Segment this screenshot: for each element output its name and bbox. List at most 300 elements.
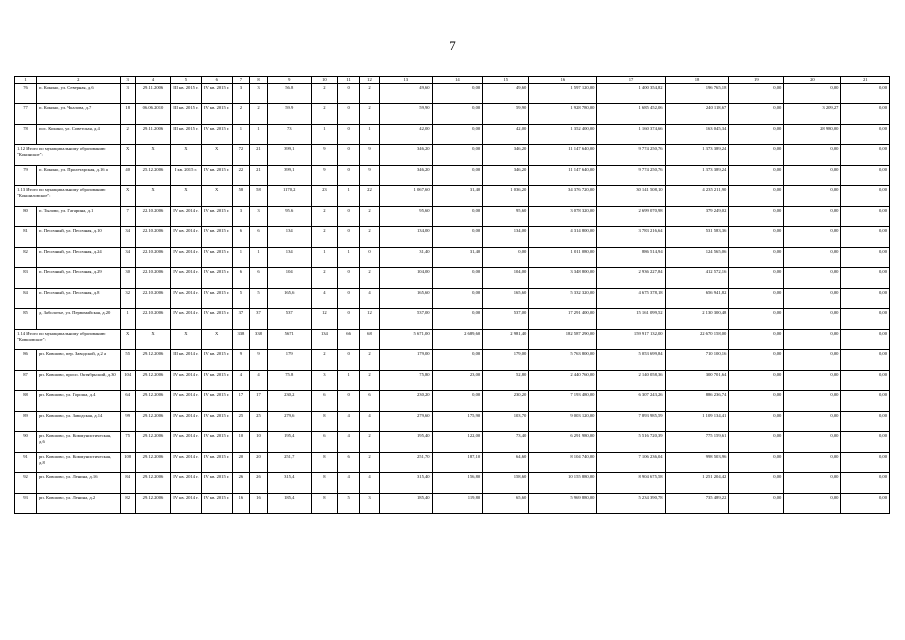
value-cell: 15 161 099,52 — [597, 309, 665, 330]
address-cell: п. Кокино, ул. Северная, д.6 — [36, 83, 120, 104]
value-cell: 17 — [250, 391, 268, 412]
value-cell: 0,00 — [784, 350, 841, 371]
value-cell: 10 — [250, 432, 268, 453]
value-cell: 775 159,61 — [665, 432, 729, 453]
value-cell: 6 — [250, 227, 268, 248]
value-cell: 710 100,16 — [665, 350, 729, 371]
address-cell: п. Песочный, ул. Песочная, д.8 — [36, 288, 120, 309]
value-cell: IV кв. 2015 г. — [201, 104, 232, 125]
value-cell: 163 045,34 — [665, 124, 729, 145]
table-row — [15, 288, 890, 309]
value-cell: 52,80 — [483, 370, 529, 391]
value-cell: 0,00 — [729, 473, 784, 494]
value-cell: 9 — [311, 145, 337, 166]
value-cell: IV кв. 2014 г. — [171, 206, 202, 227]
value-cell: 1 — [120, 309, 135, 330]
value-cell: 1 — [232, 124, 250, 145]
value-cell: 12 — [360, 309, 380, 330]
column-number-cell: 8 — [250, 77, 268, 84]
value-cell: 0 — [338, 145, 360, 166]
value-cell: 2 — [360, 104, 380, 125]
value-cell: 537,00 — [379, 309, 432, 330]
value-cell: 0,00 — [784, 473, 841, 494]
value-cell: IV кв. 2015 г. — [201, 124, 232, 145]
value-cell: 1 373 389,24 — [665, 165, 729, 186]
value-cell: 4 — [360, 473, 380, 494]
value-cell: 32 — [120, 288, 135, 309]
value-cell: 8 — [311, 493, 337, 514]
value-cell: IV кв. 2015 г. — [201, 350, 232, 371]
value-cell: 29.11.2006 — [135, 124, 170, 145]
value-cell: 0,00 — [729, 206, 784, 227]
value-cell: 5 969 880,00 — [529, 493, 597, 514]
value-cell: 3 — [232, 83, 250, 104]
value-cell: 29.12.2006 — [135, 452, 170, 473]
value-cell: 0,00 — [729, 145, 784, 166]
value-cell: 4 235 211,90 — [665, 186, 729, 207]
value-cell: 73,40 — [483, 432, 529, 453]
value-cell: 4 — [311, 288, 337, 309]
value-cell: 1 — [360, 124, 380, 145]
value-cell: 25.12.2006 — [135, 165, 170, 186]
table-row — [15, 350, 890, 371]
value-cell: 346,20 — [483, 145, 529, 166]
row-number-cell: 90 — [15, 432, 37, 453]
value-cell: 0,00 — [729, 411, 784, 432]
value-cell: IV кв. 2015 г. — [201, 83, 232, 104]
value-cell: IV кв. 2015 г. — [201, 391, 232, 412]
value-cell: 0,00 — [841, 206, 890, 227]
value-cell: 31,40 — [432, 247, 483, 268]
value-cell: 25 — [232, 411, 250, 432]
value-cell: 2 — [360, 370, 380, 391]
value-cell: 0,00 — [729, 432, 784, 453]
value-cell: 0,00 — [432, 206, 483, 227]
value-cell: 886 236,74 — [665, 391, 729, 412]
value-cell: 22.10.2006 — [135, 206, 170, 227]
value-cell: 0,00 — [784, 411, 841, 432]
value-cell: 17 291 400,00 — [529, 309, 597, 330]
value-cell: 5 053 699,84 — [597, 350, 665, 371]
value-cell: 29.12.2006 — [135, 493, 170, 514]
value-cell: 240 118,67 — [665, 104, 729, 125]
value-cell: 6 — [311, 391, 337, 412]
value-cell: 1170,2 — [267, 186, 311, 207]
row-number-cell: 80 — [15, 206, 37, 227]
value-cell: 5 — [232, 288, 250, 309]
value-cell: 196 765,18 — [665, 83, 729, 104]
value-cell: 0 — [338, 350, 360, 371]
value-cell: IV кв. 2014 г. — [171, 391, 202, 412]
value-cell: 0,00 — [729, 227, 784, 248]
value-cell: 103,70 — [483, 411, 529, 432]
value-cell: 0,00 — [729, 186, 784, 207]
value-cell: 0,00 — [784, 206, 841, 227]
value-cell: IV кв. 2014 г. — [171, 493, 202, 514]
value-cell: 3 — [311, 370, 337, 391]
value-cell: 58 — [232, 186, 250, 207]
value-cell: 6 — [250, 268, 268, 289]
value-cell: 10 — [232, 432, 250, 453]
value-cell: 1 — [338, 186, 360, 207]
value-cell: IV кв. 2014 г. — [171, 309, 202, 330]
row-number-cell: 78 — [15, 124, 37, 145]
value-cell: 22.10.2006 — [135, 268, 170, 289]
value-cell: 25 — [250, 411, 268, 432]
value-cell: 37 — [232, 309, 250, 330]
value-cell: 4 314 800,00 — [529, 227, 597, 248]
page-number: 7 — [449, 38, 456, 53]
value-cell: 28 980,00 — [784, 124, 841, 145]
value-cell: 0,00 — [729, 165, 784, 186]
value-cell: 104,00 — [379, 268, 432, 289]
value-cell: 0,00 — [784, 370, 841, 391]
value-cell: 5671 — [267, 329, 311, 350]
column-number-cell: 20 — [784, 77, 841, 84]
value-cell: 279,60 — [379, 411, 432, 432]
value-cell: 195,4 — [267, 432, 311, 453]
value-cell: 11 147 640,00 — [529, 165, 597, 186]
value-cell: 0,00 — [784, 391, 841, 412]
value-cell: 7 106 236,04 — [597, 452, 665, 473]
value-cell: 9 — [250, 350, 268, 371]
value-cell: 0,00 — [729, 288, 784, 309]
value-cell: 11 147 640,00 — [529, 145, 597, 166]
value-cell: 64 — [120, 391, 135, 412]
value-cell: 134,00 — [483, 227, 529, 248]
value-cell: IV кв. 2015 г. — [201, 165, 232, 186]
value-cell: 6 — [311, 432, 337, 453]
value-cell: 0 — [338, 206, 360, 227]
value-cell: 9 003 120,00 — [529, 411, 597, 432]
value-cell: X — [171, 329, 202, 350]
value-cell: IV кв. 2015 г. — [201, 432, 232, 453]
value-cell: 8 — [311, 452, 337, 473]
table-row — [15, 411, 890, 432]
value-cell: 1 — [250, 247, 268, 268]
value-cell: 75.8 — [267, 370, 311, 391]
table-row — [15, 452, 890, 473]
value-cell: 1 251 204,42 — [665, 473, 729, 494]
value-cell: 5 234 390,78 — [597, 493, 665, 514]
value-cell: 346,20 — [379, 165, 432, 186]
value-cell: 0,00 — [432, 145, 483, 166]
value-cell: 17 — [232, 391, 250, 412]
value-cell: X — [120, 145, 135, 166]
value-cell: 9 — [360, 165, 380, 186]
value-cell: 49,60 — [379, 83, 432, 104]
value-cell: X — [135, 145, 170, 166]
value-cell: IV кв. 2014 г. — [171, 370, 202, 391]
value-cell: 40 — [120, 165, 135, 186]
value-cell: 156,80 — [432, 473, 483, 494]
address-cell: п. Кокино, ул. Пролетарская, д.16 а — [36, 165, 120, 186]
value-cell: 73 — [267, 124, 311, 145]
value-cell: 99 — [120, 411, 135, 432]
value-cell: 2 — [311, 206, 337, 227]
value-cell: 0,00 — [841, 329, 890, 350]
value-cell: IV кв. 2014 г. — [171, 247, 202, 268]
value-cell: 0 — [338, 227, 360, 248]
value-cell: 2 981,40 — [483, 329, 529, 350]
value-cell: X — [201, 329, 232, 350]
table-row — [15, 473, 890, 494]
value-cell: 537,00 — [483, 309, 529, 330]
column-number-cell: 4 — [135, 77, 170, 84]
value-cell: IV кв. 2015 г. — [201, 473, 232, 494]
column-number-cell: 18 — [665, 77, 729, 84]
value-cell: 0,00 — [432, 124, 483, 145]
table-row — [15, 206, 890, 227]
value-cell: 22.10.2006 — [135, 288, 170, 309]
value-cell: 0,00 — [841, 124, 890, 145]
value-cell: X — [135, 329, 170, 350]
value-cell: 0,00 — [784, 493, 841, 514]
value-cell: 0,00 — [784, 145, 841, 166]
table-total-row — [15, 186, 890, 207]
value-cell: 2 — [360, 227, 380, 248]
value-cell: 58 — [250, 186, 268, 207]
value-cell: 0,00 — [784, 186, 841, 207]
value-cell: III кв. 2015 г. — [171, 83, 202, 104]
value-cell: 0,00 — [432, 104, 483, 125]
value-cell: IV кв. 2015 г. — [201, 227, 232, 248]
value-cell: 1 011 080,00 — [529, 247, 597, 268]
value-cell: 1 — [232, 247, 250, 268]
value-cell: 95,60 — [379, 206, 432, 227]
value-cell: 29.12.2006 — [135, 432, 170, 453]
value-cell: 4 675 378,18 — [597, 288, 665, 309]
value-cell: 29.12.2006 — [135, 411, 170, 432]
value-cell: 22.10.2006 — [135, 247, 170, 268]
value-cell: IV кв. 2015 г. — [201, 370, 232, 391]
value-cell: 5 — [250, 288, 268, 309]
value-cell: 0,00 — [841, 370, 890, 391]
value-cell: IV кв. 2014 г. — [171, 268, 202, 289]
value-cell: 0,00 — [432, 268, 483, 289]
value-cell: IV кв. 2015 г. — [201, 493, 232, 514]
column-number-cell: 19 — [729, 77, 784, 84]
address-cell: рп. Ковшово, ул. Коммунистическая, д.6 — [36, 432, 120, 453]
row-number-cell: 93 — [15, 493, 37, 514]
address-cell: п. Песочный, ул. Песочная, д.24 — [36, 247, 120, 268]
value-cell: 0,00 — [784, 268, 841, 289]
address-cell: рп. Ковшово, ул. Гороша, д.4 — [36, 391, 120, 412]
value-cell: 4 — [338, 411, 360, 432]
value-cell: IV кв. 2015 г. — [201, 309, 232, 330]
table-row — [15, 165, 890, 186]
value-cell: 179 — [267, 350, 311, 371]
value-cell: 230,20 — [379, 391, 432, 412]
value-cell: 6 — [232, 268, 250, 289]
value-cell: 0,00 — [729, 83, 784, 104]
value-cell: 1 067,60 — [379, 186, 432, 207]
value-cell: 10 155 880,00 — [529, 473, 597, 494]
column-number-cell: 15 — [483, 77, 529, 84]
value-cell: IV кв. 2014 г. — [171, 432, 202, 453]
value-cell: 300 701,64 — [665, 370, 729, 391]
table-row — [15, 83, 890, 104]
value-cell: 22.10.2006 — [135, 227, 170, 248]
address-cell: пос. Кокино, ул. Советская, д.4 — [36, 124, 120, 145]
value-cell: 0,00 — [784, 309, 841, 330]
value-cell: 34 — [120, 247, 135, 268]
value-cell: 0,00 — [784, 452, 841, 473]
value-cell: 0 — [338, 124, 360, 145]
column-number-cell: 1 — [15, 77, 37, 84]
value-cell: IV кв. 2015 г. — [201, 411, 232, 432]
value-cell: IV кв. 2015 г. — [201, 268, 232, 289]
value-cell: 59.9 — [267, 104, 311, 125]
value-cell: 1 — [338, 370, 360, 391]
value-cell: 29.12.2006 — [135, 370, 170, 391]
value-cell: 9 774 250,76 — [597, 165, 665, 186]
value-cell: 412 572,16 — [665, 268, 729, 289]
value-cell: 3 348 800,00 — [529, 268, 597, 289]
value-cell: 0,00 — [729, 391, 784, 412]
value-cell: 4 — [338, 473, 360, 494]
table-total-row — [15, 145, 890, 166]
value-cell: III кв. 2015 г. — [171, 104, 202, 125]
table-header-row — [15, 77, 890, 84]
row-number-cell: 84 — [15, 288, 37, 309]
value-cell: 1 — [338, 247, 360, 268]
column-number-cell: 12 — [360, 77, 380, 84]
table-row — [15, 268, 890, 289]
value-cell: 6 291 980,00 — [529, 432, 597, 453]
column-number-cell: 5 — [171, 77, 202, 84]
value-cell: 1 352 400,00 — [529, 124, 597, 145]
value-cell: 3 209,27 — [784, 104, 841, 125]
column-number-cell: 9 — [267, 77, 311, 84]
value-cell: 195,40 — [379, 432, 432, 453]
row-number-cell: 79 — [15, 165, 37, 186]
value-cell: 1 685 452,06 — [597, 104, 665, 125]
total-label-cell: 1.14 Итого по муниципальному образованию "Ковшовское": — [15, 329, 121, 350]
value-cell: 0,00 — [841, 473, 890, 494]
value-cell: X — [135, 186, 170, 207]
column-number-cell: 17 — [597, 77, 665, 84]
value-cell: 0 — [338, 104, 360, 125]
value-cell: 134,00 — [379, 227, 432, 248]
column-number-cell: 6 — [201, 77, 232, 84]
value-cell: 1 — [311, 247, 337, 268]
value-cell: 2 936 227,84 — [597, 268, 665, 289]
value-cell: 0,00 — [729, 329, 784, 350]
value-cell: X — [171, 145, 202, 166]
row-number-cell: 86 — [15, 350, 37, 371]
value-cell: 65,60 — [483, 493, 529, 514]
value-cell: 0,00 — [841, 350, 890, 371]
value-cell: 68 — [360, 329, 380, 350]
table-total-row — [15, 329, 890, 350]
value-cell: 7 193 480,00 — [529, 391, 597, 412]
value-cell: III кв. 2014 г. — [171, 350, 202, 371]
value-cell: 346,20 — [483, 165, 529, 186]
value-cell: 82 — [120, 493, 135, 514]
value-cell: 0,00 — [432, 288, 483, 309]
value-cell: 95.6 — [267, 206, 311, 227]
value-cell: 0 — [338, 288, 360, 309]
value-cell: 16 — [250, 493, 268, 514]
address-cell: рп. Ковшово, ул. Заводская, д.14 — [36, 411, 120, 432]
value-cell: 6 307 243,26 — [597, 391, 665, 412]
value-cell: 537 — [267, 309, 311, 330]
value-cell: 5 332 320,00 — [529, 288, 597, 309]
value-cell: 0,00 — [483, 247, 529, 268]
value-cell: 2 689,60 — [432, 329, 483, 350]
value-cell: 4 — [232, 370, 250, 391]
value-cell: 3 078 320,00 — [529, 206, 597, 227]
value-cell: IV кв. 2014 г. — [171, 288, 202, 309]
value-cell: 5 516 720,39 — [597, 432, 665, 453]
address-cell: п. Песочный, ул. Песочная, д.29 — [36, 268, 120, 289]
value-cell: 2 — [360, 268, 380, 289]
row-number-cell: 83 — [15, 268, 37, 289]
value-cell: 159 917 132,00 — [597, 329, 665, 350]
value-cell: 1 — [250, 124, 268, 145]
value-cell: 0,00 — [729, 309, 784, 330]
value-cell: 119,80 — [432, 493, 483, 514]
value-cell: 8 904 675,58 — [597, 473, 665, 494]
value-cell: 06.06.2010 — [135, 104, 170, 125]
value-cell: X — [201, 145, 232, 166]
value-cell: 9 — [232, 350, 250, 371]
value-cell: 3 — [360, 493, 380, 514]
value-cell: 2 — [360, 350, 380, 371]
address-cell: рп. Ковшово, ул. Коммунистическая, д.8 — [36, 452, 120, 473]
value-cell: IV кв. 2015 г. — [201, 247, 232, 268]
value-cell: 66 — [338, 329, 360, 350]
value-cell: 20 — [232, 452, 250, 473]
value-cell: 399,1 — [267, 145, 311, 166]
value-cell: 0,00 — [729, 104, 784, 125]
column-number-cell: 13 — [379, 77, 432, 84]
value-cell: 2 — [250, 104, 268, 125]
value-cell: 18 — [120, 104, 135, 125]
value-cell: 42,00 — [483, 124, 529, 145]
column-number-cell: 14 — [432, 77, 483, 84]
value-cell: 104 — [120, 370, 135, 391]
value-cell: I кв. 2015 г. — [171, 165, 202, 186]
table-row — [15, 227, 890, 248]
value-cell: 0 — [360, 247, 380, 268]
total-label-cell: 1.12 Итого по муниципальному образованию "Кокинское": — [15, 145, 121, 166]
address-cell: п. Песочный, ул. Песочная, д.10 — [36, 227, 120, 248]
address-cell: п. Тылово, ул. Гагарина, д.1 — [36, 206, 120, 227]
value-cell: 29.12.2006 — [135, 391, 170, 412]
value-cell: 9 774 250,76 — [597, 145, 665, 166]
table-body — [15, 77, 890, 514]
value-cell: IV кв. 2015 г. — [201, 206, 232, 227]
value-cell: 0,00 — [729, 247, 784, 268]
value-cell: 2 440 760,00 — [529, 370, 597, 391]
table-row — [15, 370, 890, 391]
column-number-cell: 11 — [338, 77, 360, 84]
value-cell: 1 597 120,00 — [529, 83, 597, 104]
value-cell: IV кв. 2014 г. — [171, 473, 202, 494]
value-cell: 0,00 — [729, 350, 784, 371]
value-cell: IV кв. 2014 г. — [171, 227, 202, 248]
row-number-cell: 81 — [15, 227, 37, 248]
value-cell: 0,00 — [729, 452, 784, 473]
value-cell: 55 — [120, 350, 135, 371]
value-cell: 42,00 — [379, 124, 432, 145]
value-cell: 22 — [232, 165, 250, 186]
value-cell: 6 — [360, 391, 380, 412]
value-cell: IV кв. 2015 г. — [201, 452, 232, 473]
value-cell: 3 — [250, 206, 268, 227]
